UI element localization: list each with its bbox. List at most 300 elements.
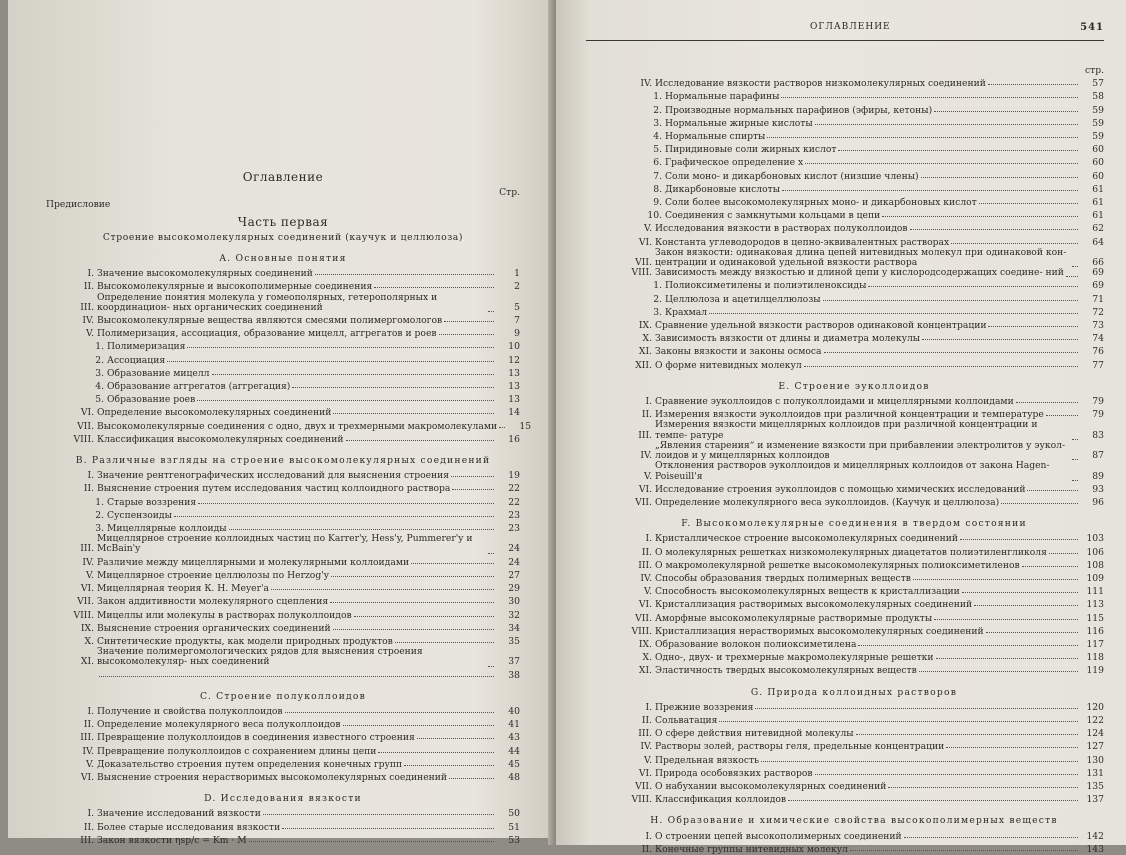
dot-leader — [1001, 494, 1078, 504]
dot-leader — [805, 154, 1078, 164]
entry-number: I. — [87, 268, 94, 280]
entry-number: 2. — [95, 354, 104, 366]
section-heading: G. Природа коллоидных растворов — [750, 686, 958, 698]
entry-number: IV. — [640, 741, 652, 753]
dot-leader — [271, 580, 494, 590]
left-page — [8, 0, 556, 846]
entry-number: I. — [645, 830, 652, 842]
dot-leader — [197, 391, 494, 401]
entry-page: 30 — [508, 596, 520, 608]
entry-page: 119 — [1086, 665, 1104, 677]
entry-page: 130 — [1086, 754, 1104, 766]
dot-leader — [404, 756, 494, 766]
entry-page: 34 — [508, 622, 520, 634]
entry-page: 72 — [1092, 306, 1104, 318]
dot-leader — [1016, 393, 1078, 403]
section-heading: A. Основные понятия — [219, 253, 347, 265]
dot-leader — [988, 75, 1078, 85]
dot-leader — [962, 583, 1078, 593]
dot-leader — [960, 530, 1078, 540]
dot-leader — [719, 712, 1078, 722]
entry-title: Кристаллизация растворимых высокомолекулярных соединений — [655, 599, 973, 611]
entry-title: Старые воззрения — [107, 496, 197, 508]
entry-title: Прежние воззрения — [655, 701, 754, 713]
entry-number: 1. — [653, 280, 662, 292]
section-heading: D. Исследования вязкости — [204, 793, 362, 805]
entry-number: VII. — [77, 596, 94, 608]
entry-page: 32 — [508, 609, 520, 621]
dot-leader — [1066, 267, 1078, 277]
toc-entry — [46, 468, 520, 481]
entry-page: 7 — [514, 315, 520, 327]
dot-leader — [815, 765, 1078, 775]
entry-number: X. — [642, 652, 652, 664]
entry-title: Значение рентгенографических исследований для выяснения строения — [97, 470, 450, 482]
entry-page: 79 — [1092, 396, 1104, 408]
entry-page: 109 — [1086, 572, 1104, 584]
entry-number: 3. — [95, 367, 104, 379]
dot-leader — [374, 278, 494, 288]
entry-title: Образование аггрегатов (аггрегация) — [107, 381, 291, 393]
dot-leader — [815, 115, 1078, 125]
dot-leader — [187, 338, 494, 348]
entry-number: 8. — [653, 183, 662, 195]
entry-number: 1. — [95, 341, 104, 353]
entry-title: Высокомолекулярные соединения с одно, двух и трехмерными макромолекулами — [97, 420, 498, 432]
dot-leader — [346, 431, 494, 441]
toc-entry — [604, 495, 1104, 508]
toc-entry — [46, 279, 520, 292]
dot-leader — [249, 832, 494, 842]
dot-leader — [1046, 406, 1078, 416]
entry-number: X. — [642, 333, 652, 345]
entry-number: I. — [645, 533, 652, 545]
dot-leader — [1072, 450, 1078, 460]
right-toc — [604, 65, 1104, 855]
dot-leader — [333, 404, 494, 414]
entry-title: Синтетические продукты, как модели природных продуктов — [97, 635, 393, 647]
entry-number: IV. — [82, 556, 94, 568]
entry-number: 1. — [95, 496, 104, 508]
entry-number: X. — [84, 635, 94, 647]
entry-page: 40 — [508, 705, 520, 717]
entry-number: IX. — [80, 622, 94, 634]
left-sections — [46, 243, 532, 846]
dot-leader — [934, 102, 1078, 112]
entry-page: 23 — [508, 509, 520, 521]
entry-title: Константа углеводородов в цепно-эквивалентных растворах — [655, 236, 950, 248]
entry-title: Превращение полуколлоидов с сохранением длины цепи — [97, 745, 377, 757]
entry-title: Определение молекулярного веса полуколлоидов — [97, 719, 341, 731]
entry-number: 4. — [653, 131, 662, 143]
dot-leader — [919, 662, 1078, 672]
dot-leader — [330, 593, 494, 603]
entry-number: III. — [80, 732, 94, 744]
header-rule — [586, 40, 1104, 41]
entry-page: 115 — [1086, 612, 1104, 624]
section-gap — [46, 445, 520, 453]
entry-title: Природа особовязких растворов — [655, 767, 813, 779]
entry-page: 76 — [1092, 346, 1104, 358]
dot-leader — [488, 544, 494, 554]
entry-page: 27 — [508, 569, 520, 581]
dot-leader — [986, 623, 1078, 633]
entry-page: 12 — [508, 354, 520, 366]
entry-page: 41 — [508, 719, 520, 731]
entry-page: 118 — [1086, 652, 1104, 664]
entry-page: 108 — [1086, 559, 1104, 571]
dot-leader — [331, 567, 494, 577]
entry-page: 53 — [508, 834, 520, 846]
entry-number: V. — [86, 569, 94, 581]
entry-title: Суспензоиды — [107, 509, 172, 521]
entry-page: 29 — [508, 583, 520, 595]
right-page — [556, 0, 1126, 855]
entry-title: О сфере действия нитевидной молекулы — [655, 728, 854, 740]
entry-title: Классификация высокомолекулярных соединений — [97, 433, 344, 445]
entry-number: 6. — [653, 157, 662, 169]
dot-leader — [212, 365, 494, 375]
entry-title: Нормальные спирты — [665, 131, 766, 143]
entry-page: 117 — [1086, 638, 1104, 650]
entry-title: Превращение полуколлоидов в соединения известного строения — [97, 732, 415, 744]
entry-title: Конечные группы нитевидных молекул — [655, 843, 848, 855]
entry-title: Соли моно- и дикарбоновых кислот (низшие члены) — [665, 170, 919, 182]
entry-page: 2 — [514, 281, 520, 293]
dot-leader — [781, 88, 1078, 98]
entry-title: Полиоксиметилены и полиэтиленоксиды — [665, 280, 867, 292]
dot-leader — [1072, 471, 1078, 481]
entry-title: Закон аддитивности молекулярного сцепления — [97, 596, 329, 608]
entry-title: Измерения вязкости эуколлоидов при различной концентрации и температуре — [655, 409, 1044, 421]
entry-title: Образование роев — [107, 394, 196, 406]
entry-number: IV. — [640, 78, 652, 90]
dot-leader — [343, 716, 495, 726]
entry-title: Полимеризация — [107, 341, 186, 353]
entry-page: 61 — [1092, 210, 1104, 222]
entry-title: Значение полимергомологических рядов для выяснения строения высокомолекуляр- ных соединений — [97, 646, 423, 668]
dot-leader — [1022, 557, 1078, 567]
entry-page: 15 — [519, 420, 532, 432]
entry-page: 60 — [1092, 170, 1104, 182]
dot-leader — [788, 791, 1078, 801]
dot-leader — [888, 778, 1078, 788]
entry-title: „Явления старения“ и изменение вязкости при прибавлении электролитов у эукол- лоидов и у мицеллярных коллоидов — [655, 439, 1066, 462]
entry-title: Соли более высокомолекулярных моно- и дикарбоновых кислот — [665, 197, 977, 209]
toc-entry — [604, 358, 1104, 371]
toc-entry — [46, 405, 520, 418]
entry-number: 3. — [95, 523, 104, 535]
toc-entry — [604, 420, 1104, 440]
entry-title: Мицеллы или молекулы в растворах полуколлоидов — [97, 609, 352, 621]
entry-page: 71 — [1092, 293, 1104, 305]
entry-number: II. — [83, 483, 94, 495]
dot-leader — [451, 467, 494, 477]
dot-leader — [395, 633, 494, 643]
entry-number: II. — [641, 546, 652, 558]
entry-title: Выяснение строения органических соединений — [97, 622, 331, 634]
entry-title: Значение исследований вязкости — [97, 808, 261, 820]
entry-page: 122 — [1086, 714, 1104, 726]
entry-page: 45 — [508, 758, 520, 770]
entry-page: 60 — [1092, 144, 1104, 156]
toc-header-row — [46, 188, 520, 198]
entry-page: 50 — [508, 808, 520, 820]
entry-title: Аморфные высокомолекулярные растворимые продукты — [655, 612, 933, 624]
toc-entry — [604, 248, 1104, 268]
entry-number: V. — [644, 470, 652, 482]
page-number: 541 — [1080, 22, 1104, 33]
entry-page: 16 — [508, 433, 520, 445]
entry-title: Нормальные жирные кислоты — [665, 117, 813, 129]
entry-number: VII. — [635, 780, 652, 792]
entry-page: 62 — [1092, 223, 1104, 235]
entry-title: Сравнение удельной вязкости растворов одинаковой концентрации — [655, 320, 987, 332]
entry-number: VIII. — [73, 433, 94, 445]
entry-title: Выяснение строения путем исследования частиц коллоидного раствора — [97, 483, 451, 495]
entry-title: Мицеллярное строение целлюлозы по Herzog'y — [97, 569, 329, 581]
entry-number: XI. — [80, 656, 94, 668]
entry-page: 9 — [514, 328, 520, 340]
entry-number: 7. — [653, 170, 662, 182]
entry-number: III. — [638, 728, 652, 740]
dot-leader — [824, 343, 1079, 353]
entry-number: VII. — [77, 420, 94, 432]
dot-leader — [333, 620, 494, 630]
entry-title: Определение молекулярного веса эуколлоидов. (Каучук и целлюлоза) — [655, 496, 1000, 508]
dot-leader — [934, 610, 1078, 620]
entry-page: 73 — [1092, 320, 1104, 332]
entry-title: Целлюлоза и ацетилцеллюлозы — [665, 293, 821, 305]
entry-title: Дикарбоновые кислоты — [665, 183, 781, 195]
dot-leader — [499, 418, 505, 428]
section-gap — [604, 677, 1104, 685]
dot-leader — [174, 507, 494, 517]
entry-page: 124 — [1086, 728, 1104, 740]
entry-number: 1. — [653, 91, 662, 103]
dot-leader — [1072, 430, 1078, 440]
entry-number: V. — [86, 758, 94, 770]
dot-leader — [782, 181, 1078, 191]
entry-page: 113 — [1086, 599, 1104, 611]
entry-page: 13 — [508, 381, 520, 393]
dot-leader — [868, 277, 1078, 287]
dot-leader — [761, 752, 1078, 762]
dot-leader — [449, 769, 494, 779]
entry-number: V. — [644, 754, 652, 766]
entry-number: II. — [641, 409, 652, 421]
entry-title: Более старые исследования вязкости — [97, 821, 281, 833]
entry-page: 69 — [1092, 280, 1104, 292]
entry-page: 24 — [508, 543, 520, 555]
entry-number: 3. — [653, 117, 662, 129]
entry-title: О набухании высокомолекулярных соединений — [655, 780, 887, 792]
entry-page: 137 — [1086, 794, 1104, 806]
entry-page: 59 — [1092, 104, 1104, 116]
dot-leader — [417, 729, 494, 739]
entry-number: III. — [80, 834, 94, 846]
entry-page: 116 — [1086, 625, 1104, 637]
section-gap — [604, 371, 1104, 379]
entry-number: VI. — [638, 767, 652, 779]
dot-leader — [167, 352, 494, 362]
entry-number: II. — [83, 719, 94, 731]
entry-title: О строении цепей высокополимерных соединений — [655, 830, 902, 842]
dot-leader — [439, 325, 494, 335]
section-gap — [604, 508, 1104, 516]
dot-leader — [936, 649, 1078, 659]
entry-page: 24 — [508, 556, 520, 568]
entry-title: Исследование вязкости растворов низкомолекулярных соединений — [655, 78, 986, 90]
entry-title: Зависимость между вязкостью и длиной цепи у кислородсодержащих соедине- ний — [655, 267, 1064, 279]
entry-page: 5 — [514, 301, 520, 313]
dot-leader — [1072, 257, 1078, 267]
dot-leader — [1049, 544, 1078, 554]
entry-number: 2. — [95, 509, 104, 521]
toc-entry — [604, 235, 1104, 248]
entry-title: Отклонения растворов эуколлоидов и мицеллярных коллоидов от закона Hagen- Poiseuill'я — [655, 460, 1050, 482]
entry-number: III. — [638, 429, 652, 441]
entry-title: Классификация коллоидов — [655, 794, 787, 806]
entry-title: Способность высокомолекулярных веществ к кристаллизации — [655, 586, 960, 598]
dot-leader — [198, 494, 494, 504]
entry-page: 79 — [1092, 409, 1104, 421]
dot-leader — [1027, 481, 1078, 491]
entry-page: 96 — [1092, 496, 1104, 508]
entry-page: 64 — [1092, 236, 1104, 248]
dot-leader — [988, 317, 1078, 327]
toc-entry — [604, 394, 1104, 407]
right-sections — [604, 76, 1104, 855]
entry-page: 23 — [508, 523, 520, 535]
entry-number: VI. — [80, 771, 94, 783]
entry-page: 106 — [1086, 546, 1104, 558]
entry-number: I. — [645, 396, 652, 408]
entry-number: VII. — [635, 496, 652, 508]
entry-page: 131 — [1086, 767, 1104, 779]
toc-entry — [46, 293, 520, 313]
dot-leader — [292, 378, 494, 388]
toc-entry — [604, 531, 1104, 544]
entry-number: VI. — [638, 483, 652, 495]
entry-title: Зависимость вязкости от длины и диаметра молекулы — [655, 333, 921, 345]
section-heading: H. Образование и химические свойства высокополимерных веществ — [650, 815, 1058, 827]
entry-page: 19 — [508, 470, 520, 482]
entry-title: Соединения с замкнутыми кольцами в цепи — [665, 210, 881, 222]
dot-leader — [922, 330, 1078, 340]
entry-page: 10 — [508, 341, 520, 353]
entry-number: XI. — [638, 665, 652, 677]
entry-title: Исследование строения эуколлоидов с помощью химических исследований — [655, 483, 1026, 495]
entry-title: Высокомолекулярные и высокополимерные соединения — [97, 281, 373, 293]
entry-number: III. — [638, 559, 652, 571]
entry-title: О форме нитевидных молекул — [655, 359, 802, 371]
entry-page: 83 — [1092, 429, 1104, 441]
entry-title: Сравнение эуколлоидов с полуколлоидами и мицеллярными коллоидами — [655, 396, 1014, 408]
section-gap — [604, 805, 1104, 813]
dot-leader — [850, 841, 1078, 851]
entry-title: Определение высокомолекулярных соединений — [97, 407, 332, 419]
preface-line: Предисловие — [46, 199, 111, 211]
section-heading: E. Строение эуколлоидов — [778, 380, 930, 392]
entry-title: Закон вязкости ηsp/c = Km · M — [97, 834, 247, 846]
entry-title: Крахмал — [665, 306, 708, 318]
dot-leader — [946, 738, 1078, 748]
entry-number: VIII. — [631, 625, 652, 637]
dot-leader — [856, 725, 1078, 735]
entry-title: Образование волокон полиоксиметилена — [655, 638, 857, 650]
dot-leader — [838, 141, 1078, 151]
entry-page: 66 — [1092, 257, 1104, 269]
toc-entry — [604, 792, 1104, 805]
entry-title: Получение и свойства полуколлоидов — [97, 705, 283, 717]
entry-number: 2. — [653, 293, 662, 305]
entry-number: 5. — [653, 144, 662, 156]
entry-page: 59 — [1092, 131, 1104, 143]
toc-entry — [604, 441, 1104, 461]
entry-page: 1 — [514, 268, 520, 280]
entry-page: 77 — [1092, 359, 1104, 371]
entry-title: Способы образования твердых полимерных веществ — [655, 572, 911, 584]
dot-leader — [804, 357, 1078, 367]
entry-page: 13 — [508, 394, 520, 406]
entry-title: Высокомолекулярные вещества являются смесями полимергомологов — [97, 315, 443, 327]
entry-page: 143 — [1086, 843, 1104, 855]
dot-leader — [882, 207, 1078, 217]
section-heading: C. Строение полуколлоидов — [200, 690, 366, 702]
entry-title: Законы вязкости и законы осмоса — [655, 346, 822, 358]
entry-number: 10. — [647, 210, 662, 222]
entry-page: 51 — [508, 821, 520, 833]
entry-page: 61 — [1092, 183, 1104, 195]
entry-number: II. — [641, 714, 652, 726]
entry-title: Выяснение строения нерастворимых высокомолекулярных соединений — [97, 771, 448, 783]
entry-page: 35 — [508, 635, 520, 647]
section-heading: B. Различные взгляды на строение высокомолекулярных соединений — [75, 455, 491, 467]
dot-leader — [229, 520, 494, 530]
dot-leader — [263, 805, 494, 815]
entry-number: 5. — [95, 394, 104, 406]
entry-number: II. — [83, 821, 94, 833]
entry-title: Графическое определение x — [665, 157, 804, 169]
dot-leader — [823, 291, 1078, 301]
entry-page: 43 — [508, 732, 520, 744]
entry-page: 69 — [1092, 267, 1104, 279]
entry-title: Производные нормальных парафинов (эфиры, кетоны) — [665, 104, 933, 116]
entry-number: II. — [83, 281, 94, 293]
dot-leader — [315, 265, 494, 275]
toc-title: Оглавление — [242, 170, 324, 184]
entry-title: Кристаллизация нерастворимых высокомолекулярных соединений — [655, 625, 984, 637]
entry-page: 89 — [1092, 470, 1104, 482]
entry-title: Закон вязкости: одинаковая длина цепей нитевидных молекул при одинаковой кон- центрации и одинаковой удельной вязкости раствора — [655, 246, 1067, 269]
dot-leader — [488, 302, 494, 312]
dot-leader — [285, 703, 494, 713]
entry-title: Определение понятия молекула у гомеополярных, гетерополярных и координацион- ных органических соединений — [97, 291, 438, 313]
entry-title: Значение высокомолекулярных соединений — [97, 268, 313, 280]
toc-entry — [46, 534, 520, 554]
entry-page: 59 — [1092, 117, 1104, 129]
entry-number: VII. — [635, 257, 652, 269]
entry-page: 93 — [1092, 483, 1104, 495]
entry-number: V. — [644, 586, 652, 598]
entry-page: 135 — [1086, 780, 1104, 792]
entry-page: 120 — [1086, 701, 1104, 713]
toc-entry — [604, 842, 1104, 855]
entry-number: VIII. — [631, 267, 652, 279]
entry-title: Нормальные парафины — [665, 91, 780, 103]
dot-leader — [99, 667, 494, 677]
